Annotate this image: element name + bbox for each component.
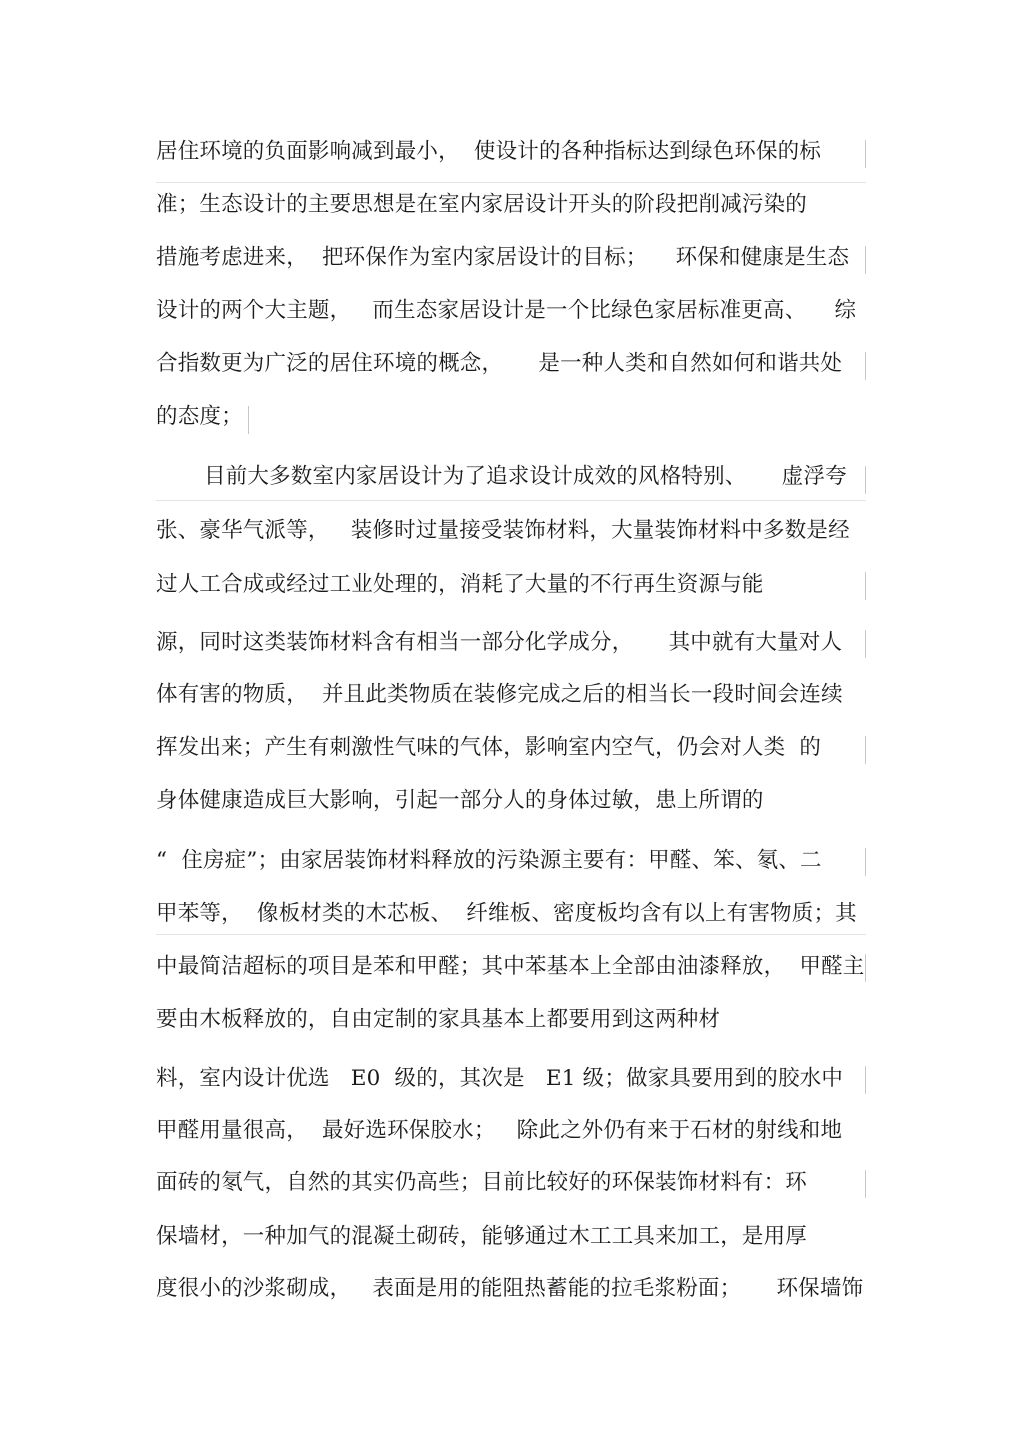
text-line: 措施考虑进来， 把环保作为室内家居设计的目标； 环保和健康是生态: [156, 245, 850, 270]
text-line: 料，室内设计优选 E0 级的，其次是 E1 级；做家具要用到的胶水中: [156, 1066, 844, 1091]
text-line: 张、豪华气派等， 装修时过量接受装饰材料，大量装饰材料中多数是经: [156, 518, 850, 543]
scan-artifact: [865, 1066, 866, 1094]
scan-artifact: [156, 934, 866, 935]
text-line: 居住环境的负面影响减到最小， 使设计的各种指标达到绿色环保的标: [156, 139, 822, 164]
text-line: 源，同时这类装饰材料含有相当一部分化学成分， 其中就有大量对人: [156, 630, 843, 655]
scan-artifact: [865, 736, 866, 764]
scan-artifact: [865, 572, 866, 600]
text-line: 甲醛用量很高， 最好选环保胶水； 除此之外仍有来于石材的射线和地: [156, 1118, 843, 1143]
scan-artifact: [865, 954, 866, 982]
text-line: “ 住房症”；由家居装饰材料释放的污染源主要有：甲醛、笨、氡、二: [156, 848, 822, 873]
text-line: 准；生态设计的主要思想是在室内家居设计开头的阶段把削减污染的: [156, 192, 808, 217]
scan-artifact: [156, 500, 866, 501]
text-line: 设计的两个大主题， 而生态家居设计是一个比绿色家居标准更高、 综: [156, 298, 857, 323]
text-line: 要由木板释放的，自由定制的家具基本上都要用到这两种材: [156, 1007, 721, 1032]
text-line: 挥发出来；产生有刺激性气味的气体，影响室内空气，仍会对人类 的: [156, 735, 822, 760]
text-line: 身体健康造成巨大影响，引起一部分人的身体过敏，患上所谓的: [156, 788, 764, 813]
scan-artifact: [865, 466, 866, 494]
text-line: 甲苯等， 像板材类的木芯板、 纤维板、密度板均含有以上有害物质；其: [156, 901, 857, 926]
paragraph-first-line: 目前大多数室内家居设计为了追求设计成效的风格特别、 虚浮夸: [204, 464, 847, 489]
scan-artifact: [248, 406, 249, 434]
text-line: 过人工合成或经过工业处理的，消耗了大量的不行再生资源与能: [156, 572, 764, 597]
text-line: 中最简洁超标的项目是苯和甲醛；其中苯基本上全部由油漆释放， 甲醛主: [156, 954, 865, 979]
scan-artifact: [865, 352, 866, 380]
text-line: 的态度；: [156, 404, 243, 429]
text-line: 度很小的沙浆砌成， 表面是用的能阻热蓄能的拉毛浆粉面； 环保墙饰: [156, 1276, 864, 1301]
scan-artifact: [865, 630, 866, 658]
scan-artifact: [865, 140, 866, 168]
scan-artifact: [865, 246, 866, 274]
text-line: 合指数更为广泛的居住环境的概念， 是一种人类和自然如何和谐共处: [156, 351, 843, 376]
scan-artifact: [865, 1170, 866, 1198]
scan-artifact: [865, 848, 866, 876]
text-line: 体有害的物质， 并且此类物质在装修完成之后的相当长一段时间会连续: [156, 682, 843, 707]
scan-artifact: [156, 182, 866, 183]
text-line: 面砖的氡气，自然的其实仍高些；目前比较好的环保装饰材料有：环: [156, 1170, 808, 1195]
text-line: 保墙材，一种加气的混凝土砌砖，能够通过木工工具来加工，是用厚: [156, 1224, 808, 1249]
